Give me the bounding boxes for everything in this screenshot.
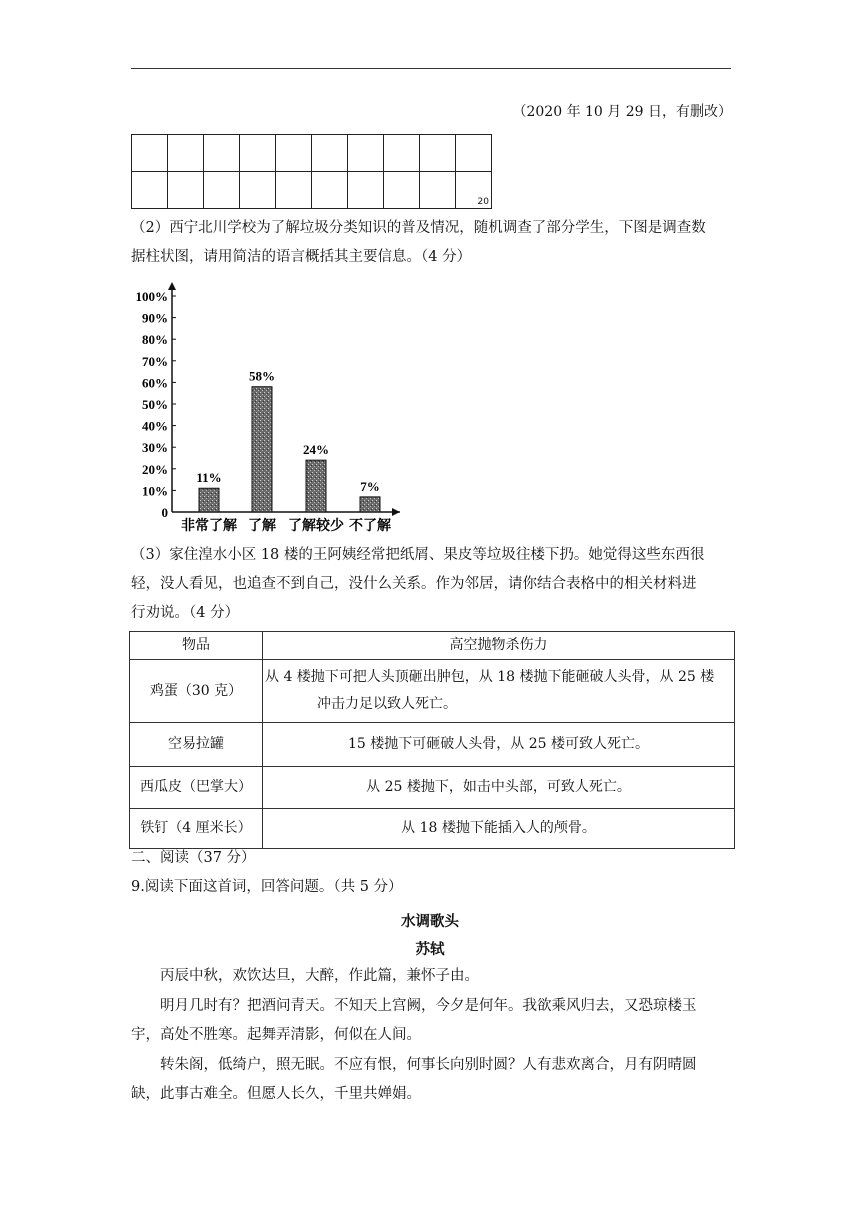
y-tick-label: 30% bbox=[142, 440, 168, 456]
bar-value-label: 7% bbox=[360, 478, 380, 494]
table-header-item: 物品 bbox=[130, 632, 263, 660]
grid-cell[interactable] bbox=[132, 172, 168, 209]
bar bbox=[252, 387, 272, 512]
q2-line1: （2）西宁北川学校为了解垃圾分类知识的普及情况，随机调查了部分学生，下图是调查数 bbox=[131, 220, 706, 236]
bar-value-label: 11% bbox=[196, 470, 222, 486]
survey-bar-chart bbox=[124, 280, 414, 538]
y-tick-label: 60% bbox=[142, 375, 168, 391]
y-tick-label: 50% bbox=[142, 397, 168, 412]
grid-cell[interactable] bbox=[168, 135, 204, 172]
q3-line3: 行劝说。（4 分） bbox=[131, 605, 240, 621]
answer-grid bbox=[131, 134, 492, 209]
table-cell-damage: 从 25 楼抛下，如击中头部，可致人死亡。 bbox=[263, 767, 735, 809]
poem-author: 苏轼 bbox=[415, 941, 445, 958]
grid-cell[interactable] bbox=[276, 172, 312, 209]
grid-cell[interactable] bbox=[276, 135, 312, 172]
y-axis-arrow bbox=[168, 282, 176, 290]
grid-count-label: 20 bbox=[477, 197, 489, 207]
poem-stanza2-line1: 转朱阁，低绮户，照无眠。不应有恨，何事长向别时圆？人有悲欢离合，月有阴晴圆 bbox=[160, 1057, 697, 1073]
y-tick-label: 0 bbox=[161, 505, 168, 520]
table-cell-item: 西瓜皮（巴掌大） bbox=[130, 767, 263, 809]
table-cell-damage: 从 18 楼抛下能插入人的颅骨。 bbox=[263, 809, 735, 849]
grid-cell[interactable] bbox=[348, 135, 384, 172]
table-cell-line: 从 4 楼抛下可把人头顶砸出肿包，从 18 楼抛下能砸破人头骨，从 25 楼 bbox=[265, 669, 715, 685]
grid-cell[interactable] bbox=[204, 135, 240, 172]
x-axis-arrow bbox=[392, 508, 400, 516]
table-cell-damage: 15 楼抛下可砸破人头骨，从 25 楼可致人死亡。 bbox=[263, 723, 735, 767]
table-cell-item: 鸡蛋（30 克） bbox=[130, 660, 263, 723]
poem-stanza1-line1: 明月几时有？把酒问青天。不知天上宫阙，今夕是何年。我欲乘风归去，又恐琼楼玉 bbox=[160, 998, 697, 1014]
grid-cell[interactable] bbox=[204, 172, 240, 209]
bar bbox=[199, 488, 219, 512]
q3-line1: （3）家住湟水小区 18 楼的王阿姨经常把纸屑、果皮等垃圾往楼下扔。她觉得这些东西很 bbox=[131, 547, 705, 563]
x-category-label: 了解 bbox=[248, 518, 276, 534]
y-tick-label: 40% bbox=[142, 418, 168, 434]
grid-cell[interactable] bbox=[456, 135, 492, 172]
table-cell-line: 冲击力足以致人死亡。 bbox=[317, 696, 457, 712]
y-tick-label: 20% bbox=[142, 461, 168, 477]
grid-cell[interactable] bbox=[240, 135, 276, 172]
bar bbox=[306, 460, 326, 512]
grid-cell[interactable] bbox=[312, 172, 348, 209]
grid-cell[interactable] bbox=[168, 172, 204, 209]
table-cell-item: 空易拉罐 bbox=[130, 723, 263, 767]
grid-cell[interactable] bbox=[456, 172, 492, 209]
poem-stanza2-line2: 缺，此事古难全。但愿人长久，千里共婵娟。 bbox=[131, 1086, 421, 1102]
grid-cell[interactable] bbox=[384, 135, 420, 172]
x-category-label: 不了解 bbox=[349, 518, 391, 534]
grid-cell[interactable] bbox=[240, 172, 276, 209]
bar-value-label: 24% bbox=[303, 442, 329, 458]
table-cell-damage bbox=[263, 660, 735, 723]
bar bbox=[360, 497, 380, 512]
grid-cell[interactable] bbox=[348, 172, 384, 209]
q3-line2: 轻，没人看见，也追查不到自己，没什么关系。作为邻居，请你结合表格中的相关材料进 bbox=[131, 576, 697, 592]
poem-stanza1-line2: 宇，高处不胜寒。起舞弄清影，何似在人间。 bbox=[131, 1027, 421, 1043]
y-tick-label: 80% bbox=[142, 332, 168, 348]
table-cell-item: 铁钉（4 厘米长） bbox=[130, 809, 263, 849]
header-rule bbox=[131, 68, 731, 69]
q2-line2: 据柱状图，请用简洁的语言概括其主要信息。（4 分） bbox=[131, 249, 472, 265]
section-heading: 二、阅读（37 分） bbox=[131, 850, 256, 866]
falling-object-table bbox=[129, 631, 735, 849]
table-row bbox=[130, 723, 735, 767]
table-row bbox=[130, 809, 735, 849]
table-row bbox=[130, 660, 735, 723]
x-category-label: 非常了解 bbox=[181, 518, 237, 534]
x-category-label: 了解较少 bbox=[288, 518, 344, 534]
q9-prompt: 9.阅读下面这首词，回答问题。（共 5 分） bbox=[131, 879, 403, 895]
poem-preface: 丙辰中秋，欢饮达旦，大醉，作此篇，兼怀子由。 bbox=[160, 968, 479, 984]
bar-value-label: 58% bbox=[249, 368, 275, 384]
y-tick-label: 10% bbox=[142, 483, 168, 499]
y-tick-label: 90% bbox=[142, 310, 168, 326]
table-row bbox=[130, 767, 735, 809]
grid-cell[interactable] bbox=[384, 172, 420, 209]
grid-cell[interactable] bbox=[420, 172, 456, 209]
grid-cell[interactable] bbox=[312, 135, 348, 172]
source-note: （2020 年 10 月 29 日，有删改） bbox=[512, 104, 732, 120]
table-header-damage: 高空抛物杀伤力 bbox=[263, 632, 735, 660]
y-tick-label: 100% bbox=[135, 289, 168, 304]
grid-cell[interactable] bbox=[420, 135, 456, 172]
poem-title: 水调歌头 bbox=[401, 913, 459, 930]
y-tick-label: 70% bbox=[142, 353, 168, 369]
grid-cell[interactable] bbox=[132, 135, 168, 172]
